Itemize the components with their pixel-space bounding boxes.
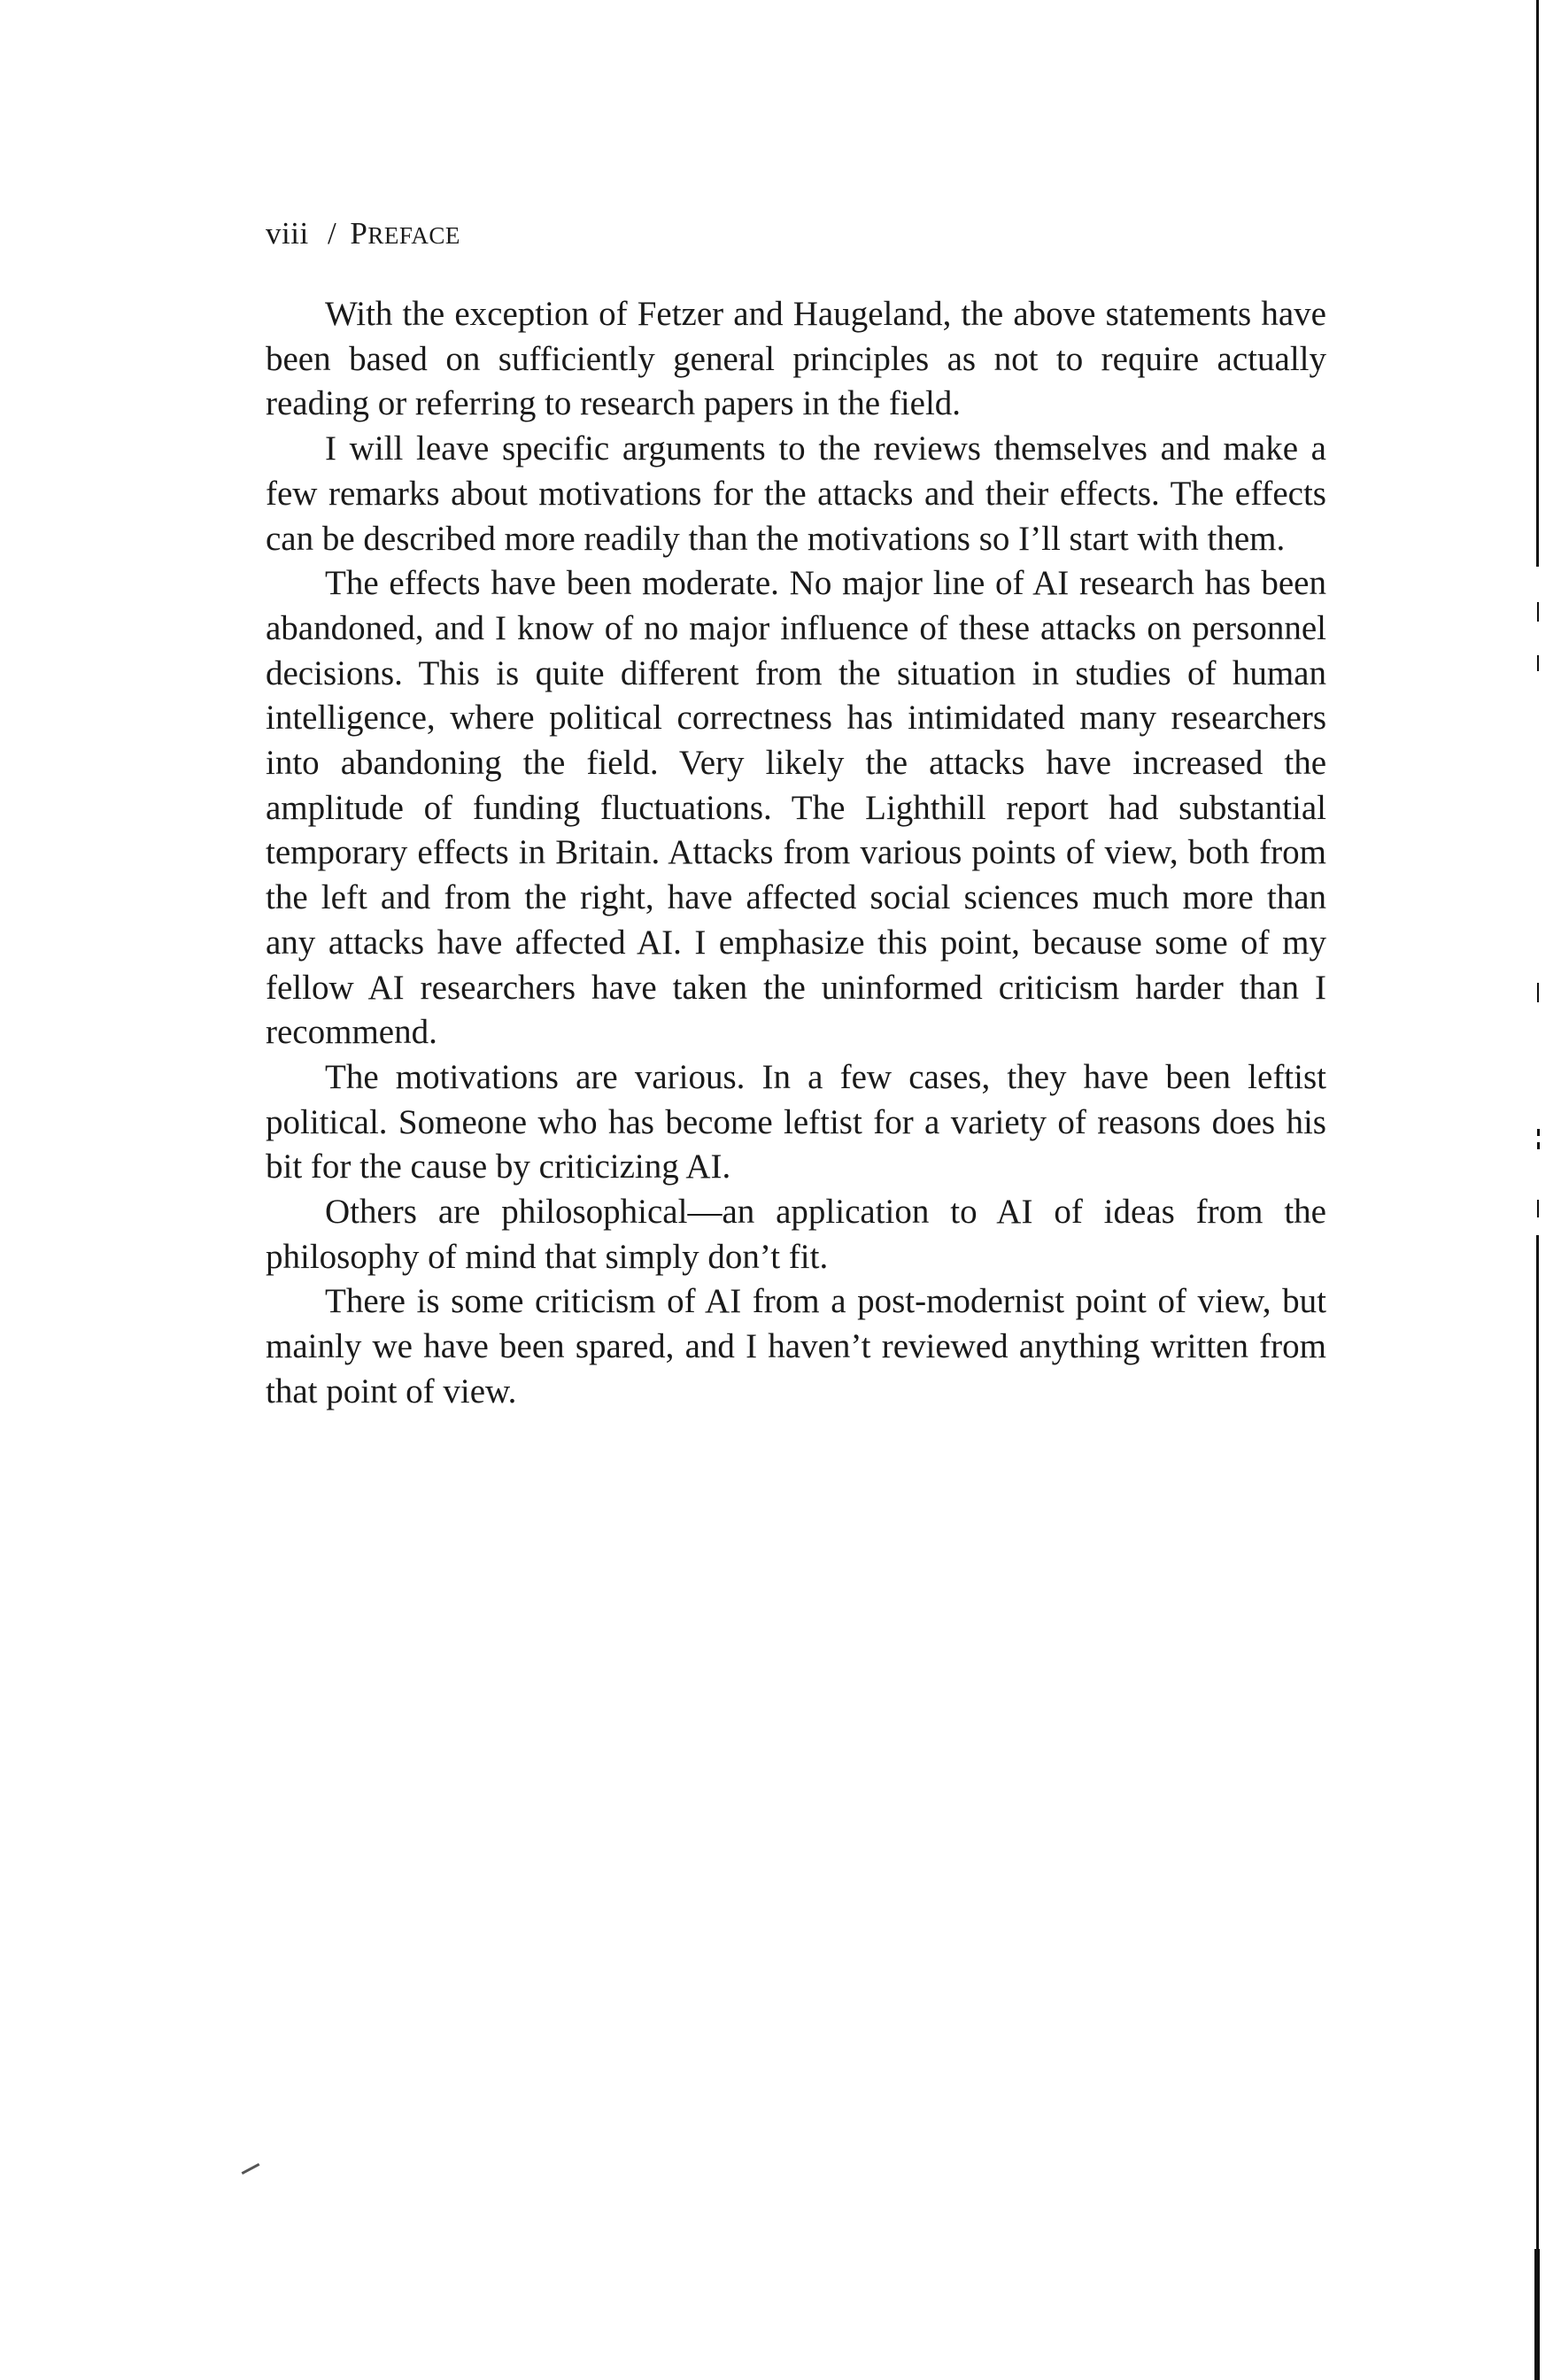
scan-edge-tick-1 bbox=[1537, 602, 1539, 622]
paragraph-4: The motivations are various. In a few cases, they have been leftist political. Someone who has become leftist for a variety of reasons does his bit for the cause by criticizing AI. bbox=[266, 1057, 1326, 1186]
scan-edge-line-bottom bbox=[1536, 1235, 1539, 2380]
running-head bbox=[266, 214, 460, 255]
scan-edge-line-top bbox=[1536, 0, 1539, 567]
section-title-initial: P bbox=[350, 216, 368, 251]
stray-pen-mark bbox=[242, 2163, 260, 2175]
paragraph-6: There is some criticism of AI from a post-modernist point of view, but mainly we have been spared, and I haven’t reviewed anything written from that point of view. bbox=[266, 1282, 1326, 1410]
scan-edge-tick-5 bbox=[1537, 1142, 1540, 1149]
page-number: viii bbox=[266, 216, 309, 251]
paragraph-1: With the exception of Fetzer and Haugeland, the above statements have been based on sufficiently general principles as not to require actually reading or referring to research papers in the field. bbox=[266, 295, 1326, 423]
paragraph-5: Others are philosophical—an application to AI of ideas from the philosophy of mind that simply don’t fit. bbox=[266, 1193, 1326, 1276]
paragraph-2: I will leave specific arguments to the reviews themselves and make a few remarks about motivations for the attacks and their effects. The effects can be described more readily than the motivations so I’ll start with them. bbox=[266, 429, 1326, 558]
scan-edge-tick-2 bbox=[1537, 655, 1539, 671]
paragraph-3: The effects have been moderate. No major line of AI research has been abandoned, and I know of no major influence of these attacks on personnel decisions. This is quite different from the situation in studies of human intelligence, where political correctness has intimidated many researchers into abandoning the field. Very likely the attacks have increased the amplitude of funding fluctuations. The Lighthill report had substantial temporary effects in Britain. Attacks from various points of view, both from the left and from the right, have affected social sciences much more than any attacks have affected AI. I emphasize this point, because some of my fellow AI researchers have taken the uninformed criticism harder than I recommend. bbox=[266, 564, 1326, 1052]
body-text bbox=[266, 292, 1326, 1415]
section-title-rest: REFACE bbox=[367, 222, 460, 249]
scan-edge-tick-6 bbox=[1537, 1200, 1539, 1217]
scan-edge-tick-3 bbox=[1537, 983, 1539, 1002]
running-head-separator: / bbox=[327, 216, 337, 251]
scan-edge-tick-4 bbox=[1537, 1129, 1540, 1136]
scan-edge-heavy-bottom bbox=[1534, 2249, 1540, 2380]
